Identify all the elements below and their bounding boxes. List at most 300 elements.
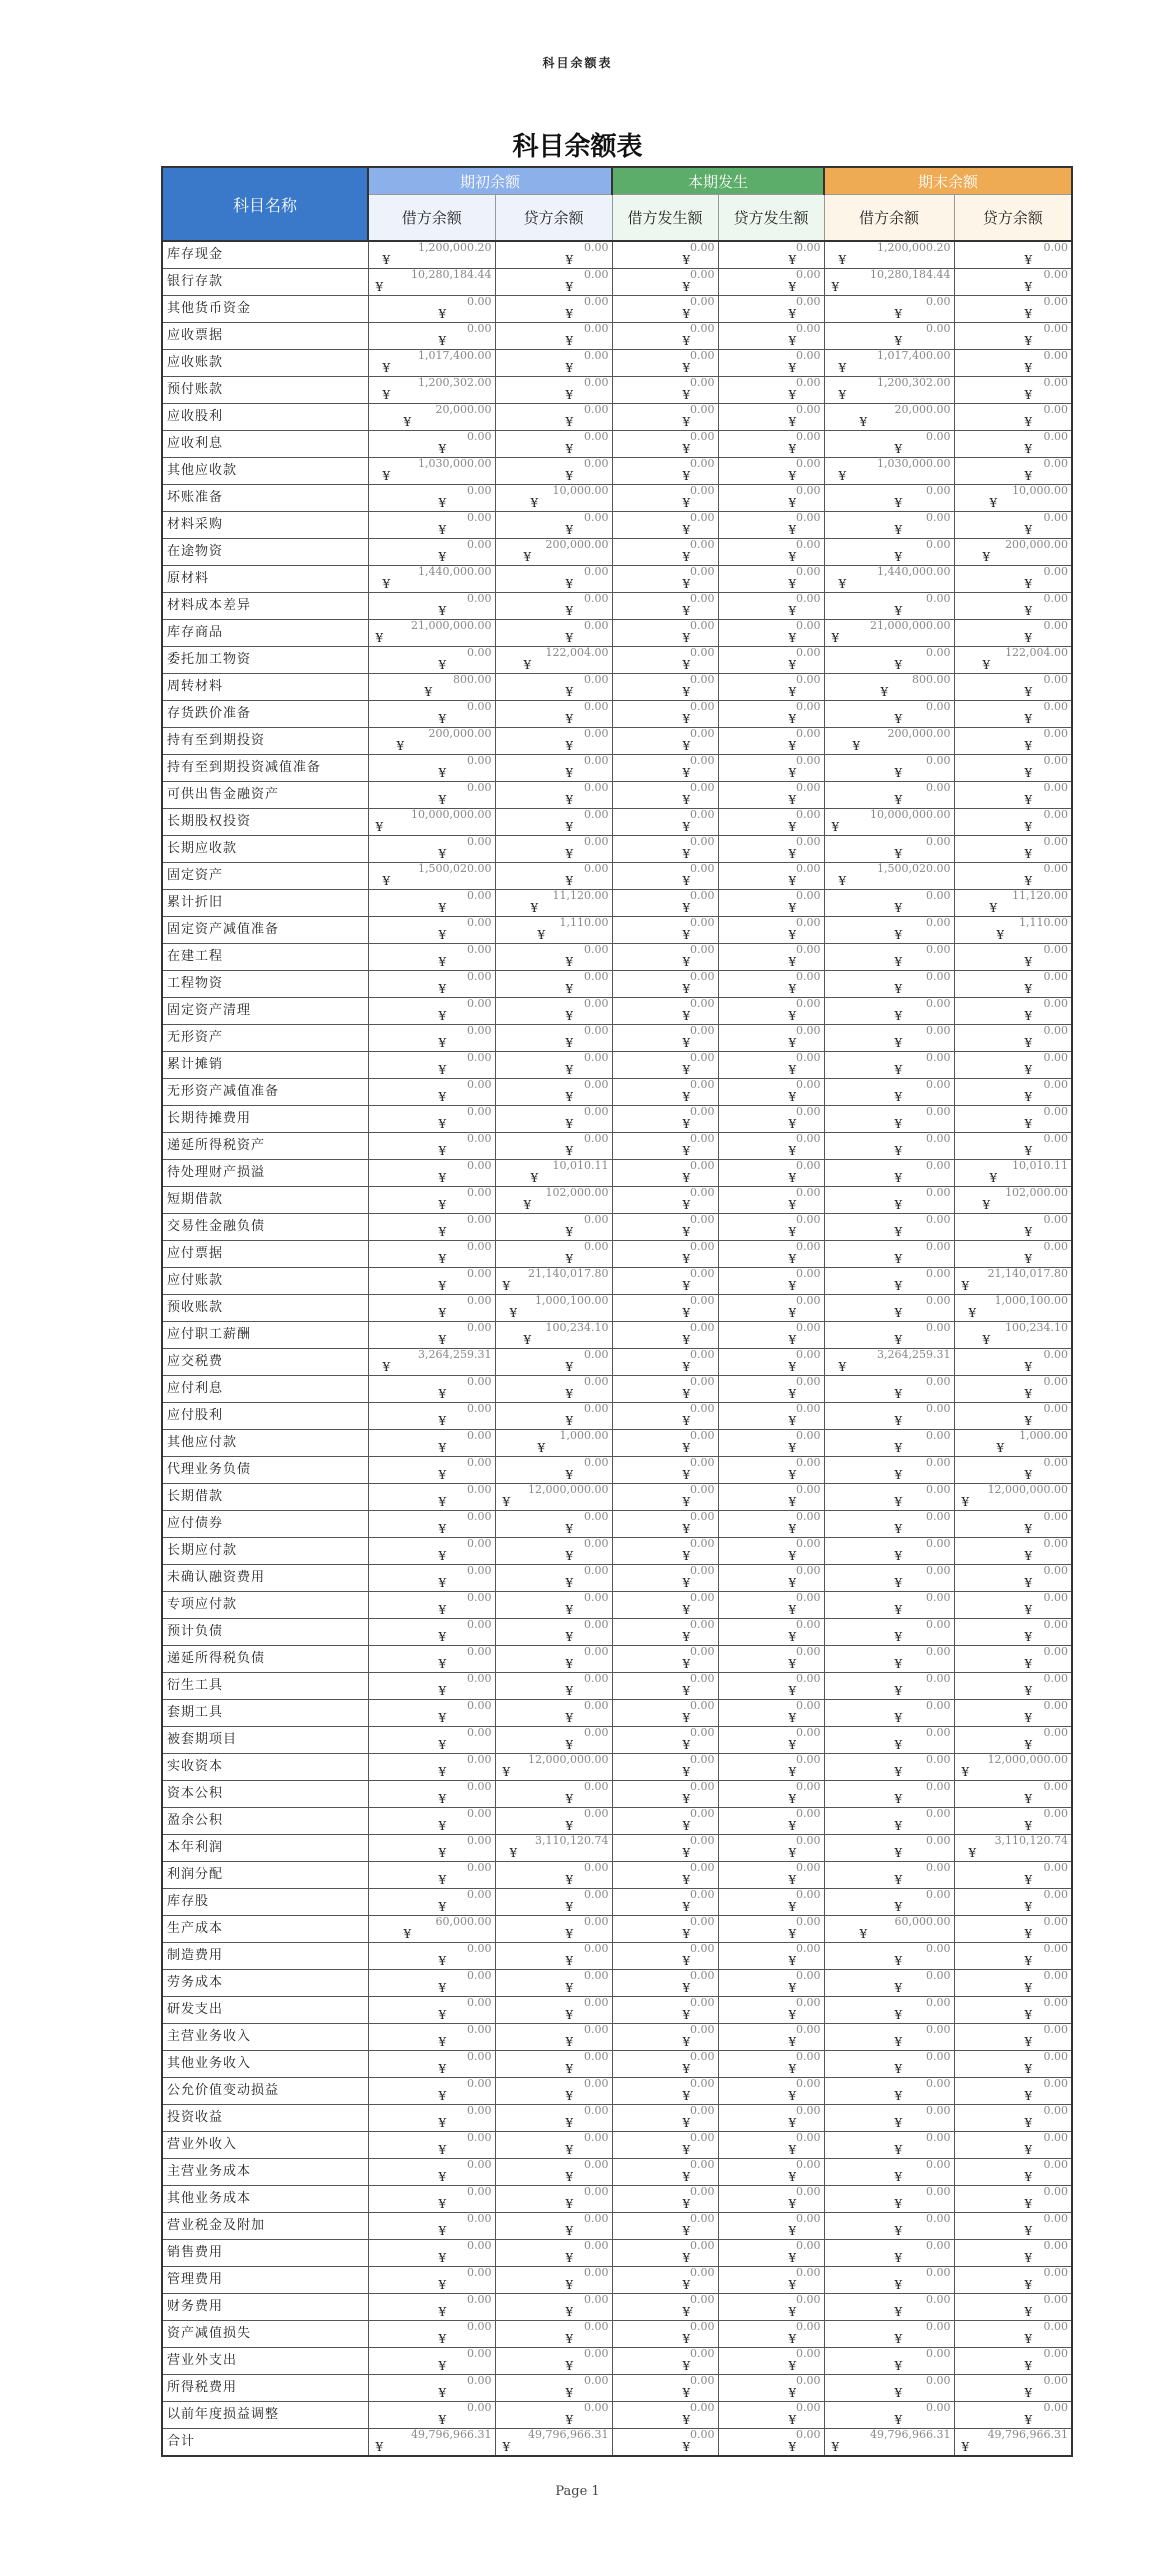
opening-credit-cell	[495, 2159, 612, 2186]
table-row	[162, 1295, 1072, 1322]
closing-credit-cell	[954, 836, 1072, 863]
amount-value: 0.00	[796, 2159, 821, 2171]
table-row	[162, 1079, 1072, 1106]
currency-symbol: ¥	[894, 1198, 903, 1212]
period-credit-cell	[718, 350, 824, 377]
closing-credit-cell	[954, 485, 1072, 512]
currency-symbol: ¥	[894, 793, 903, 807]
currency-symbol: ¥	[894, 1414, 903, 1428]
currency-symbol: ¥	[682, 388, 691, 402]
currency-symbol: ¥	[438, 1954, 447, 1968]
amount-value: 0.00	[467, 2159, 492, 2171]
currency-symbol: ¥	[382, 577, 391, 591]
amount-value: 0.00	[926, 2375, 951, 2387]
amount-value: 0.00	[584, 1052, 609, 1064]
amount-value: 0.00	[926, 701, 951, 713]
period-debit-cell	[612, 404, 718, 431]
table-row	[162, 917, 1072, 944]
period-debit-cell	[612, 485, 718, 512]
account-name-cell: 主营业务收入	[162, 2024, 368, 2051]
account-name-cell: 应收票据	[162, 323, 368, 350]
currency-symbol: ¥	[565, 1657, 574, 1671]
amount-value: 1,440,000.00	[877, 566, 951, 578]
account-name-cell: 衍生工具	[162, 1673, 368, 1700]
opening-credit-cell	[495, 2294, 612, 2321]
account-name-cell: 其他业务收入	[162, 2051, 368, 2078]
currency-symbol: ¥	[565, 1252, 574, 1266]
amount-value: 0.00	[584, 350, 609, 362]
table-row	[162, 782, 1072, 809]
period-debit-cell	[612, 701, 718, 728]
amount-value: 0.00	[584, 2348, 609, 2360]
amount-value: 0.00	[796, 404, 821, 416]
table-row	[162, 1727, 1072, 1754]
amount-value: 0.00	[584, 2159, 609, 2171]
amount-value: 0.00	[690, 2186, 715, 2198]
opening-debit-cell	[368, 593, 495, 620]
table-row	[162, 1862, 1072, 1889]
closing-debit-cell	[824, 1700, 954, 1727]
amount-value: 0.00	[584, 566, 609, 578]
opening-credit-cell	[495, 404, 612, 431]
amount-value: 0.00	[796, 1808, 821, 1820]
amount-value: 0.00	[1043, 323, 1069, 335]
currency-symbol: ¥	[438, 766, 447, 780]
opening-debit-cell	[368, 1079, 495, 1106]
header-group-opening-balance: 期初余额	[368, 167, 612, 195]
currency-symbol: ¥	[530, 1171, 539, 1185]
opening-credit-cell	[495, 944, 612, 971]
amount-value: 0.00	[690, 782, 715, 794]
currency-symbol: ¥	[894, 1441, 903, 1455]
opening-credit-cell	[495, 782, 612, 809]
amount-value: 0.00	[796, 1943, 821, 1955]
amount-value: 0.00	[584, 296, 609, 308]
currency-symbol: ¥	[682, 847, 691, 861]
amount-value: 0.00	[690, 539, 715, 551]
closing-credit-cell	[954, 241, 1072, 269]
closing-credit-cell	[954, 647, 1072, 674]
currency-symbol: ¥	[894, 1090, 903, 1104]
period-debit-cell	[612, 944, 718, 971]
closing-debit-cell	[824, 755, 954, 782]
table-row	[162, 2402, 1072, 2429]
closing-debit-cell	[824, 2024, 954, 2051]
amount-value: 0.00	[926, 1241, 951, 1253]
currency-symbol: ¥	[565, 1792, 574, 1806]
currency-symbol: ¥	[438, 1414, 447, 1428]
amount-value: 0.00	[1043, 1673, 1069, 1685]
amount-value: 0.00	[467, 1862, 492, 1874]
currency-symbol: ¥	[682, 469, 691, 483]
opening-debit-cell	[368, 1322, 495, 1349]
currency-symbol: ¥	[682, 415, 691, 429]
amount-value: 0.00	[1043, 296, 1069, 308]
closing-credit-cell	[954, 1889, 1072, 1916]
currency-symbol: ¥	[894, 2197, 903, 2211]
currency-symbol: ¥	[438, 1522, 447, 1536]
opening-credit-cell	[495, 2321, 612, 2348]
period-credit-cell	[718, 1322, 824, 1349]
closing-credit-cell	[954, 1079, 1072, 1106]
account-name-cell: 累计折旧	[162, 890, 368, 917]
currency-symbol: ¥	[982, 1198, 991, 1212]
table-row	[162, 1808, 1072, 1835]
amount-value: 0.00	[1043, 1619, 1069, 1631]
account-name-cell: 应付账款	[162, 1268, 368, 1295]
amount-value: 0.00	[1043, 863, 1069, 875]
amount-value: 0.00	[690, 2321, 715, 2333]
period-credit-cell	[718, 1700, 824, 1727]
closing-credit-cell	[954, 404, 1072, 431]
amount-value: 0.00	[584, 728, 609, 740]
period-debit-cell	[612, 1862, 718, 1889]
amount-value: 0.00	[584, 944, 609, 956]
amount-value: 0.00	[926, 782, 951, 794]
amount-value: 122,004.00	[545, 647, 609, 659]
amount-value: 0.00	[1043, 1646, 1069, 1658]
amount-value: 0.00	[690, 593, 715, 605]
currency-symbol: ¥	[894, 1306, 903, 1320]
opening-credit-cell	[495, 1403, 612, 1430]
amount-value: 0.00	[584, 1511, 609, 1523]
currency-symbol: ¥	[894, 496, 903, 510]
period-credit-cell	[718, 2024, 824, 2051]
currency-symbol: ¥	[682, 2116, 691, 2130]
amount-value: 0.00	[1043, 1997, 1069, 2009]
amount-value: 0.00	[584, 1592, 609, 1604]
amount-value: 0.00	[926, 1727, 951, 1739]
amount-value: 10,280,184.44	[870, 269, 951, 281]
currency-symbol: ¥	[682, 982, 691, 996]
closing-debit-cell	[824, 2132, 954, 2159]
currency-symbol: ¥	[565, 739, 574, 753]
amount-value: 0.00	[1043, 2078, 1069, 2090]
amount-value: 0.00	[690, 1700, 715, 1712]
currency-symbol: ¥	[502, 2440, 511, 2454]
currency-symbol: ¥	[788, 2008, 797, 2022]
currency-symbol: ¥	[682, 1684, 691, 1698]
amount-value: 0.00	[926, 1430, 951, 1442]
amount-value: 0.00	[1043, 620, 1069, 632]
opening-debit-cell	[368, 2321, 495, 2348]
currency-symbol: ¥	[894, 2089, 903, 2103]
currency-symbol: ¥	[565, 2089, 574, 2103]
closing-debit-cell	[824, 2213, 954, 2240]
amount-value: 0.00	[584, 1349, 609, 1361]
closing-debit-cell	[824, 1133, 954, 1160]
currency-symbol: ¥	[1024, 415, 1033, 429]
opening-debit-cell	[368, 350, 495, 377]
opening-credit-cell	[495, 1457, 612, 1484]
currency-symbol: ¥	[894, 1009, 903, 1023]
amount-value: 0.00	[690, 512, 715, 524]
closing-debit-cell	[824, 1349, 954, 1376]
amount-value: 0.00	[584, 1133, 609, 1145]
amount-value: 0.00	[926, 1673, 951, 1685]
opening-credit-cell	[495, 1781, 612, 1808]
currency-symbol: ¥	[565, 847, 574, 861]
amount-value: 0.00	[690, 377, 715, 389]
amount-value: 0.00	[926, 1187, 951, 1199]
currency-symbol: ¥	[565, 2143, 574, 2157]
amount-value: 0.00	[690, 431, 715, 443]
opening-debit-cell	[368, 1241, 495, 1268]
amount-value: 0.00	[1043, 593, 1069, 605]
currency-symbol: ¥	[565, 1711, 574, 1725]
currency-symbol: ¥	[982, 658, 991, 672]
amount-value: 0.00	[690, 2105, 715, 2117]
currency-symbol: ¥	[894, 2062, 903, 2076]
currency-symbol: ¥	[894, 2305, 903, 2319]
opening-credit-cell	[495, 863, 612, 890]
account-name-cell: 持有至到期投资	[162, 728, 368, 755]
amount-value: 0.00	[690, 296, 715, 308]
period-credit-cell	[718, 2375, 824, 2402]
amount-value: 0.00	[796, 1322, 821, 1334]
amount-value: 10,000,000.00	[870, 809, 951, 821]
amount-value: 0.00	[584, 2078, 609, 2090]
period-debit-cell	[612, 1268, 718, 1295]
currency-symbol: ¥	[894, 1711, 903, 1725]
amount-value: 0.00	[926, 593, 951, 605]
currency-symbol: ¥	[894, 2143, 903, 2157]
currency-symbol: ¥	[788, 1684, 797, 1698]
opening-debit-cell	[368, 1673, 495, 1700]
amount-value: 0.00	[796, 944, 821, 956]
amount-value: 0.00	[1043, 1862, 1069, 1874]
amount-value: 0.00	[796, 1511, 821, 1523]
amount-value: 0.00	[584, 377, 609, 389]
amount-value: 0.00	[690, 1322, 715, 1334]
amount-value: 1,017,400.00	[877, 350, 951, 362]
amount-value: 0.00	[1043, 1889, 1069, 1901]
currency-symbol: ¥	[682, 442, 691, 456]
currency-symbol: ¥	[1024, 1117, 1033, 1131]
amount-value: 0.00	[584, 809, 609, 821]
amount-value: 0.00	[926, 1322, 951, 1334]
closing-debit-cell	[824, 2159, 954, 2186]
amount-value: 0.00	[926, 1511, 951, 1523]
closing-credit-cell	[954, 971, 1072, 998]
currency-symbol: ¥	[788, 2197, 797, 2211]
period-credit-cell	[718, 2105, 824, 2132]
opening-credit-cell	[495, 2375, 612, 2402]
amount-value: 0.00	[584, 2375, 609, 2387]
opening-credit-cell	[495, 2078, 612, 2105]
currency-symbol: ¥	[788, 2170, 797, 2184]
amount-value: 21,140,017.80	[528, 1268, 609, 1280]
opening-debit-cell	[368, 1835, 495, 1862]
period-debit-cell	[612, 2213, 718, 2240]
opening-debit-cell	[368, 782, 495, 809]
currency-symbol: ¥	[565, 1360, 574, 1374]
closing-debit-cell	[824, 2051, 954, 2078]
period-debit-cell	[612, 2375, 718, 2402]
currency-symbol: ¥	[989, 496, 998, 510]
account-name-cell: 主营业务成本	[162, 2159, 368, 2186]
closing-debit-cell	[824, 1403, 954, 1430]
table-row	[162, 1322, 1072, 1349]
amount-value: 60,000.00	[435, 1916, 492, 1928]
currency-symbol: ¥	[788, 2062, 797, 2076]
currency-symbol: ¥	[438, 2197, 447, 2211]
closing-debit-cell	[824, 1835, 954, 1862]
opening-debit-cell	[368, 2294, 495, 2321]
amount-value: 0.00	[796, 863, 821, 875]
closing-credit-cell	[954, 809, 1072, 836]
closing-credit-cell	[954, 1214, 1072, 1241]
currency-symbol: ¥	[682, 361, 691, 375]
currency-symbol: ¥	[565, 2170, 574, 2184]
amount-value: 200,000.00	[428, 728, 492, 740]
currency-symbol: ¥	[438, 1171, 447, 1185]
amount-value: 0.00	[796, 296, 821, 308]
closing-debit-cell	[824, 1808, 954, 1835]
opening-debit-cell	[368, 2240, 495, 2267]
period-debit-cell	[612, 1673, 718, 1700]
currency-symbol: ¥	[565, 280, 574, 294]
table-row	[162, 2078, 1072, 2105]
amount-value: 0.00	[467, 1268, 492, 1280]
opening-credit-cell	[495, 1538, 612, 1565]
amount-value: 0.00	[1043, 242, 1069, 254]
amount-value: 0.00	[467, 1079, 492, 1091]
opening-credit-cell	[495, 1565, 612, 1592]
currency-symbol: ¥	[788, 1738, 797, 1752]
amount-value: 0.00	[926, 1592, 951, 1604]
period-debit-cell	[612, 1160, 718, 1187]
amount-value: 0.00	[1043, 971, 1069, 983]
amount-value: 0.00	[1043, 1052, 1069, 1064]
currency-symbol: ¥	[438, 2143, 447, 2157]
account-name-cell: 劳务成本	[162, 1970, 368, 1997]
currency-symbol: ¥	[894, 1576, 903, 1590]
amount-value: 0.00	[584, 404, 609, 416]
closing-credit-cell	[954, 350, 1072, 377]
account-name-cell: 原材料	[162, 566, 368, 593]
currency-symbol: ¥	[682, 1657, 691, 1671]
period-credit-cell	[718, 863, 824, 890]
currency-symbol: ¥	[1024, 1711, 1033, 1725]
table-row	[162, 323, 1072, 350]
amount-value: 0.00	[796, 2132, 821, 2144]
closing-debit-cell	[824, 1997, 954, 2024]
currency-symbol: ¥	[1024, 523, 1033, 537]
currency-symbol: ¥	[838, 253, 847, 267]
table-row	[162, 1673, 1072, 1700]
closing-credit-cell	[954, 2186, 1072, 2213]
opening-debit-cell	[368, 1646, 495, 1673]
table-row	[162, 944, 1072, 971]
amount-value: 0.00	[926, 2186, 951, 2198]
account-name-cell: 无形资产	[162, 1025, 368, 1052]
amount-value: 0.00	[467, 1295, 492, 1307]
opening-credit-cell	[495, 1052, 612, 1079]
currency-symbol: ¥	[894, 1495, 903, 1509]
period-credit-cell	[718, 431, 824, 458]
opening-debit-cell	[368, 836, 495, 863]
opening-credit-cell	[495, 1619, 612, 1646]
period-credit-cell	[718, 1727, 824, 1754]
amount-value: 10,280,184.44	[411, 269, 492, 281]
currency-symbol: ¥	[788, 415, 797, 429]
amount-value: 0.00	[690, 620, 715, 632]
closing-credit-cell	[954, 1754, 1072, 1781]
currency-symbol: ¥	[682, 2251, 691, 2265]
period-debit-cell	[612, 269, 718, 296]
amount-value: 0.00	[467, 1727, 492, 1739]
currency-symbol: ¥	[682, 766, 691, 780]
amount-value: 1,200,302.00	[877, 377, 951, 389]
account-name-cell: 资产减值损失	[162, 2321, 368, 2348]
amount-value: 0.00	[926, 2024, 951, 2036]
amount-value: 0.00	[1043, 566, 1069, 578]
opening-debit-cell	[368, 296, 495, 323]
table-row	[162, 971, 1072, 998]
currency-symbol: ¥	[1024, 2251, 1033, 2265]
period-debit-cell	[612, 1943, 718, 1970]
account-name-cell: 应收股利	[162, 404, 368, 431]
page-footer: Page 1	[555, 2484, 600, 2499]
opening-credit-cell	[495, 431, 612, 458]
currency-symbol: ¥	[788, 1603, 797, 1617]
amount-value: 0.00	[690, 2132, 715, 2144]
amount-value: 0.00	[690, 1403, 715, 1415]
currency-symbol: ¥	[682, 2305, 691, 2319]
amount-value: 0.00	[467, 944, 492, 956]
period-credit-cell	[718, 971, 824, 998]
currency-symbol: ¥	[1024, 1603, 1033, 1617]
amount-value: 0.00	[796, 728, 821, 740]
table-row	[162, 485, 1072, 512]
currency-symbol: ¥	[788, 982, 797, 996]
currency-symbol: ¥	[438, 1225, 447, 1239]
period-credit-cell	[718, 1241, 824, 1268]
account-name-cell: 应付股利	[162, 1403, 368, 1430]
period-credit-cell	[718, 2321, 824, 2348]
header-opening-credit: 贷方余额	[495, 195, 612, 241]
closing-debit-cell	[824, 1781, 954, 1808]
amount-value: 1,000.00	[559, 1430, 609, 1442]
opening-debit-cell	[368, 1403, 495, 1430]
currency-symbol: ¥	[894, 1549, 903, 1563]
currency-symbol: ¥	[682, 2332, 691, 2346]
closing-credit-cell	[954, 593, 1072, 620]
currency-symbol: ¥	[682, 2440, 691, 2454]
currency-symbol: ¥	[982, 550, 991, 564]
table-row	[162, 1214, 1072, 1241]
currency-symbol: ¥	[375, 631, 384, 645]
opening-debit-cell	[368, 1619, 495, 1646]
table-row	[162, 1430, 1072, 1457]
currency-symbol: ¥	[375, 2440, 384, 2454]
amount-value: 0.00	[584, 1781, 609, 1793]
opening-credit-cell	[495, 1079, 612, 1106]
table-row	[162, 2267, 1072, 2294]
amount-value: 0.00	[584, 2186, 609, 2198]
amount-value: 0.00	[467, 2240, 492, 2252]
amount-value: 0.00	[690, 1106, 715, 1118]
account-name-cell: 累计摊销	[162, 1052, 368, 1079]
currency-symbol: ¥	[438, 1792, 447, 1806]
amount-value: 0.00	[926, 296, 951, 308]
table-row	[162, 2051, 1072, 2078]
amount-value: 0.00	[584, 863, 609, 875]
account-name-cell: 其他货币资金	[162, 296, 368, 323]
currency-symbol: ¥	[565, 469, 574, 483]
amount-value: 0.00	[584, 1646, 609, 1658]
